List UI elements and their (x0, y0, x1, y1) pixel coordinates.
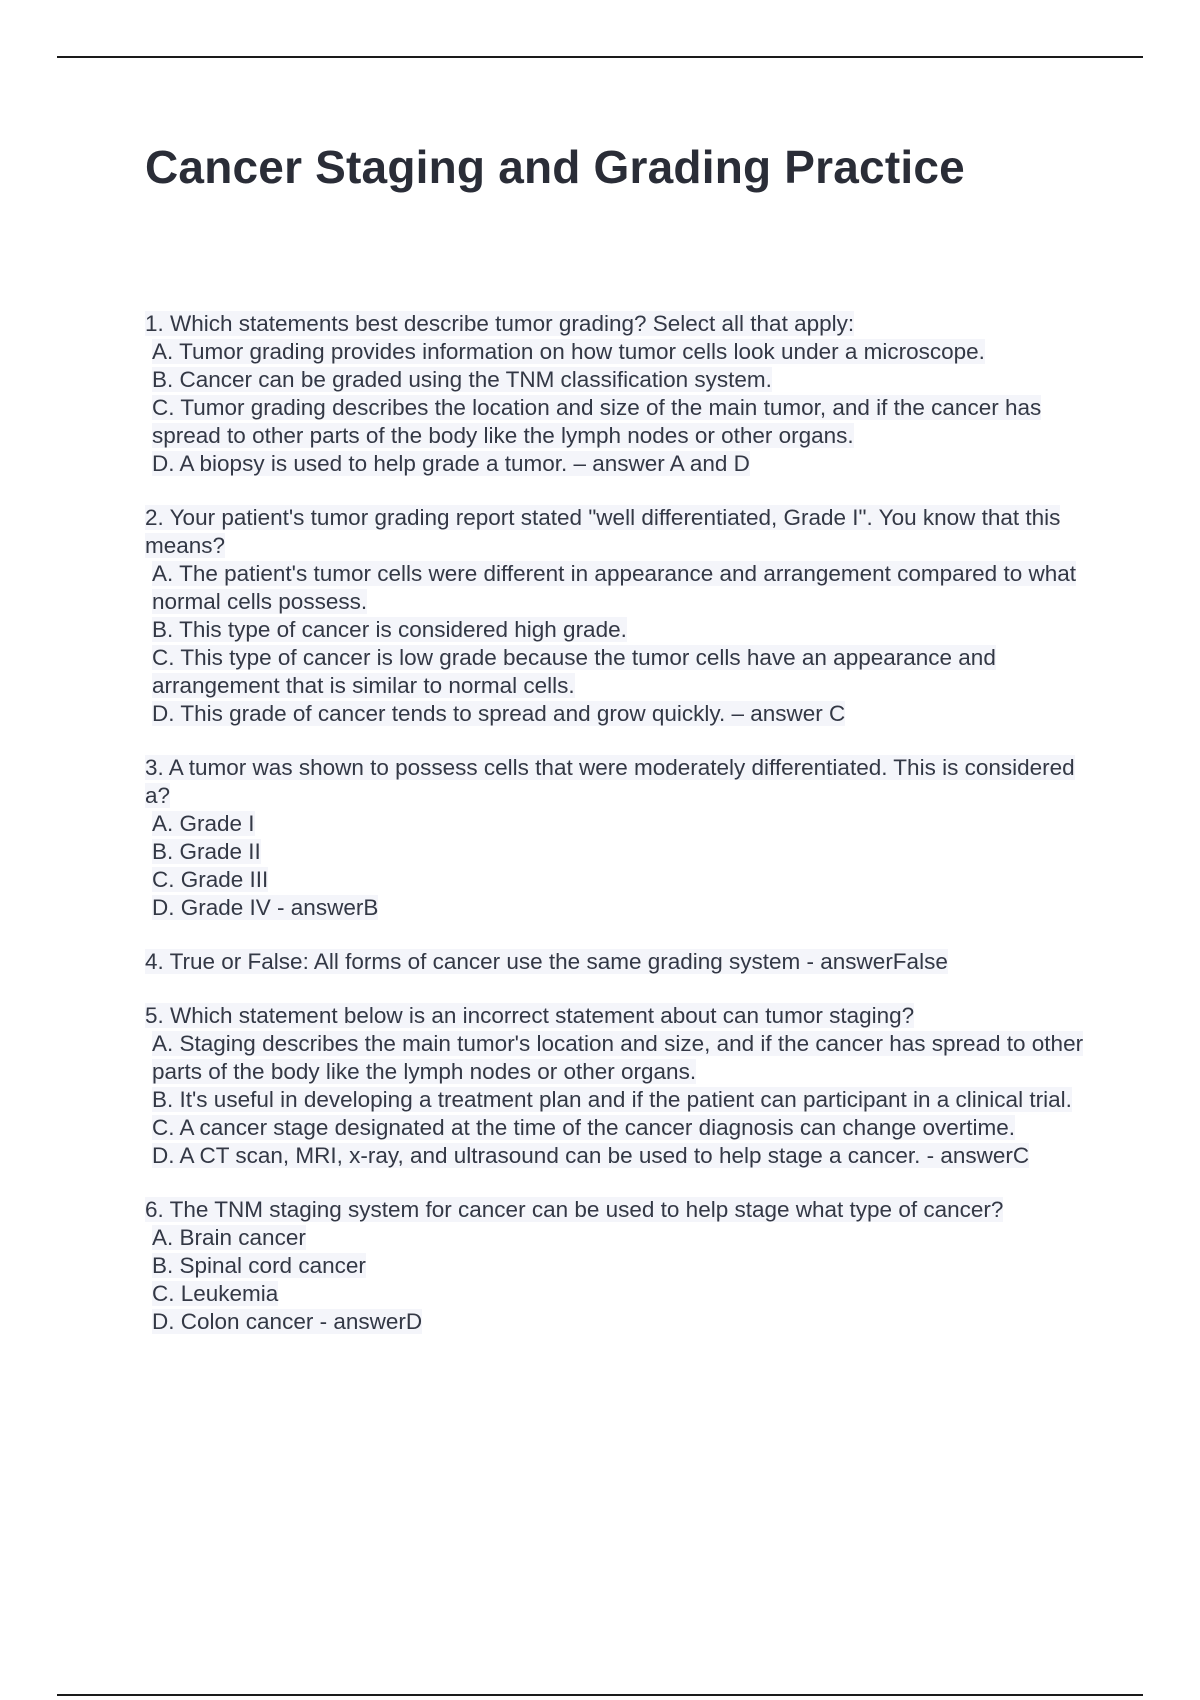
question-6 (145, 1196, 1085, 1336)
answer-option: A. The patient's tumor cells were different in appearance and arrangement compared to what normal cells possess. (152, 561, 1076, 614)
answer-option: D. Grade IV - answerB (152, 895, 379, 920)
answer-option: C. Leukemia (152, 1281, 279, 1306)
answer-option: B. Cancer can be graded using the TNM classification system. (152, 367, 772, 392)
question-prompt: 6. The TNM staging system for cancer can be used to help stage what type of cancer? (145, 1197, 1004, 1222)
answer-option: D. This grade of cancer tends to spread and grow quickly. – answer C (152, 701, 846, 726)
answer-option: A. Brain cancer (152, 1225, 306, 1250)
answer-option: D. A biopsy is used to help grade a tumor. – answer A and D (152, 451, 750, 476)
question-prompt: 2. Your patient's tumor grading report stated "well differentiated, Grade I". You know that this means? (145, 505, 1061, 558)
question-list (145, 310, 1085, 1362)
answer-option: D. A CT scan, MRI, x-ray, and ultrasound can be used to help stage a cancer. - answerC (152, 1143, 1030, 1168)
question-prompt: 4. True or False: All forms of cancer use the same grading system - answerFalse (145, 949, 948, 974)
top-rule (57, 56, 1143, 58)
answer-option: C. Tumor grading describes the location and size of the main tumor, and if the cancer has spread to other parts of the body like the lymph nodes or other organs. (152, 395, 1042, 448)
answer-option: A. Staging describes the main tumor's location and size, and if the cancer has spread to other parts of the body like the lymph nodes or other organs. (152, 1031, 1084, 1084)
question-prompt: 3. A tumor was shown to possess cells that were moderately differentiated. This is considered a? (145, 755, 1075, 808)
answer-option: A. Tumor grading provides information on how tumor cells look under a microscope. (152, 339, 985, 364)
answer-option: D. Colon cancer - answerD (152, 1309, 423, 1334)
answer-option: B. Spinal cord cancer (152, 1253, 366, 1278)
answer-option: C. Grade III (152, 867, 269, 892)
question-5 (145, 1002, 1085, 1170)
answer-option: C. A cancer stage designated at the time of the cancer diagnosis can change overtime. (152, 1115, 1016, 1140)
question-3 (145, 754, 1085, 922)
answer-option: B. This type of cancer is considered high grade. (152, 617, 627, 642)
question-prompt: 5. Which statement below is an incorrect statement about can tumor staging? (145, 1003, 915, 1028)
answer-option: A. Grade I (152, 811, 255, 836)
answer-option: C. This type of cancer is low grade because the tumor cells have an appearance and arrangement that is similar to normal cells. (152, 645, 996, 698)
answer-option: B. Grade II (152, 839, 261, 864)
bottom-rule (57, 1694, 1143, 1696)
question-prompt: 1. Which statements best describe tumor grading? Select all that apply: (145, 311, 855, 336)
answer-option: B. It's useful in developing a treatment plan and if the patient can participant in a clinical trial. (152, 1087, 1072, 1112)
question-1 (145, 310, 1085, 478)
question-2 (145, 504, 1085, 728)
question-4 (145, 948, 1085, 976)
page-title: Cancer Staging and Grading Practice (145, 141, 965, 193)
